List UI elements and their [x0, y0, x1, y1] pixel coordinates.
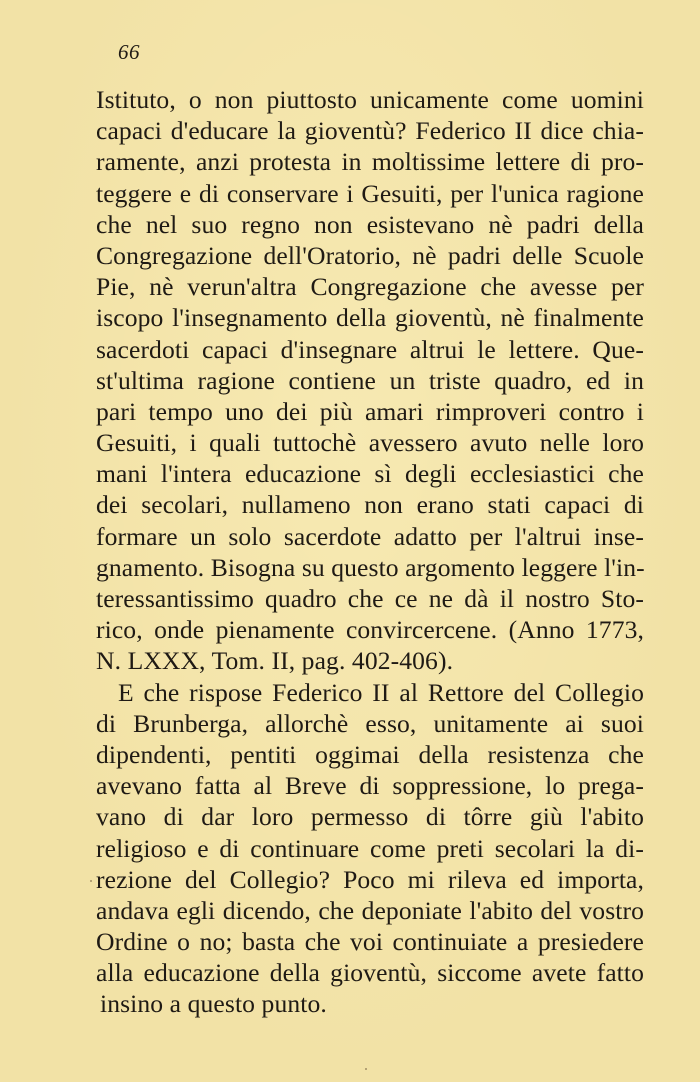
text-line: Ordine o no; basta che voi continuiate a presiedere — [96, 927, 644, 957]
text-line: E che rispose Federico II al Rettore del Collegio — [118, 677, 644, 707]
text-line: avevano fatta al Breve di soppressione, lo pregа- — [96, 771, 644, 801]
text-line: teggere e di conservare i Gesuiti, per l'unica ragione — [96, 178, 644, 208]
paragraph-2 — [96, 677, 644, 1020]
text-line: iscopo l'insegnamento della gioventù, nè finalmente — [96, 303, 644, 333]
text-line: teressantissimo quadro che ce ne dà il nostro Sto- — [96, 584, 644, 613]
text-line: gnamento. Bisogna su questo argomento leggere l'in- — [96, 552, 645, 582]
text-line: religioso e di continuare come preti secolari la di- — [96, 833, 644, 863]
text-line: rezione del Collegio? Poco mi rileva ed importa, — [96, 864, 644, 894]
text-line: Istituto, o non piuttosto unicamente come uomini — [96, 85, 644, 114]
text-line: ramente, anzi protesta in moltissime lettere di pro- — [96, 147, 644, 177]
text-line: N. LXXX, Tom. II, pag. 402-406). — [96, 646, 454, 676]
text-line: alla educazione della gioventù, siccome avete fatto — [96, 958, 644, 988]
text-line: andava egli dicendo, che deponiate l'abito del vostro — [96, 895, 644, 925]
text-line: rico, onde pienamente convircercene. (Anno 1773, — [96, 615, 644, 645]
text-line: pari tempo uno dei più amari rimproveri contro i — [96, 396, 644, 426]
text-line: dei secolari, nullameno non erano stati capaci di — [96, 490, 644, 520]
text-line: dipendenti, pentiti oggimai della resistenza che — [96, 739, 644, 769]
text-line: sacerdoti capaci d'insegnare altrui le lettere. Que- — [96, 334, 644, 364]
text-line: Congregazione dell'Oratorio, nè padri delle Scuole — [96, 240, 644, 270]
paragraph-1 — [96, 84, 644, 677]
text-line: capaci d'educare la gioventù? Federico II dice chia- — [96, 116, 644, 146]
text-line: che nel suo regno non esistevano nè padri della — [96, 209, 644, 239]
text-line: st'ultima ragione contiene un triste quadro, ed in — [96, 365, 644, 395]
text-line: Gesuiti, i quali tuttochè avessero avuto nelle loro — [96, 428, 644, 458]
paper-speck — [365, 1068, 367, 1070]
page-number: 66 — [118, 40, 140, 64]
text-line: vano di dar loro permesso di tôrre giù l'abito — [96, 802, 644, 832]
text-line: formare un solo sacerdote adatto per l'altrui inse- — [96, 521, 644, 551]
text-line: insino a questo punto. — [100, 989, 327, 1019]
body-text — [96, 84, 644, 1020]
text-line: Pie, nè verun'altra Congregazione che avesse per — [96, 272, 644, 302]
paper-speck — [90, 880, 92, 882]
text-line: mani l'intera educazione sì degli ecclesiastici che — [96, 459, 644, 489]
text-line: di Brunberga, allorchè esso, unitamente ai suoi — [96, 708, 644, 738]
